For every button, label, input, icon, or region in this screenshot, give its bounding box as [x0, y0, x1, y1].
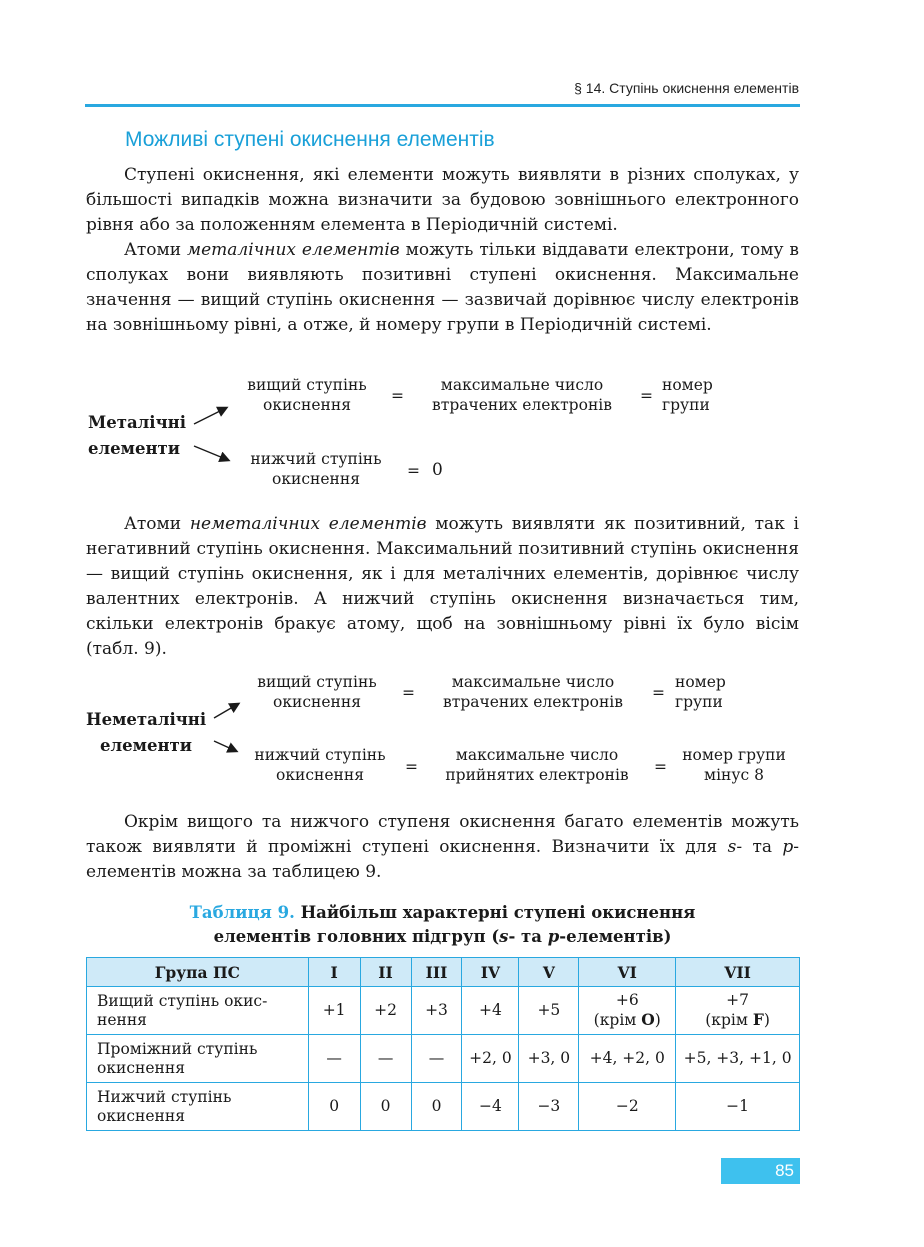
nonmetal-group-minus-l1: номер групи — [682, 746, 786, 764]
table-cell: +1 — [308, 987, 360, 1035]
table-cell: +5 — [519, 987, 579, 1035]
note-element: O — [641, 1010, 655, 1029]
table-cell: — — [308, 1035, 360, 1083]
nonmetal-max-gained-l1: максимальне число — [455, 746, 619, 764]
table-cell: −2 — [579, 1083, 676, 1131]
metal-max-l2: втрачених електронів — [432, 396, 612, 414]
table-cell — [579, 987, 676, 1035]
metal-eq-1: = — [391, 387, 404, 405]
paragraph-2-text-b: можуть тільки віддавати електрони, тому в сполуках вони виявляють позитивні ступені окиснення. Максимальне значення — вищий ступінь окиснення — зазвичай дорівнює числу електронів на зовнішньому рівні, а отже, й номеру групи в Періодичній системі. — [86, 240, 799, 335]
table-cell: — — [411, 1035, 462, 1083]
table-caption-text2: елементів головних підгруп ( — [213, 927, 500, 946]
metal-lower-l1: нижчий ступінь — [250, 450, 382, 468]
oxidation-states-table — [86, 957, 800, 1131]
nonmetal-max-lost-l1: максимальне число — [451, 673, 615, 691]
metal-eq-2: = — [640, 387, 653, 405]
metal-group-l1: номер — [662, 376, 713, 394]
cell-note — [680, 1010, 795, 1030]
metal-label-line1: Металічні — [88, 413, 187, 432]
metal-group-l2: групи — [662, 396, 710, 414]
table-caption-text3: - та — [508, 927, 548, 946]
table-cell: 0 — [308, 1083, 360, 1131]
table-cell: 0 — [411, 1083, 462, 1131]
table-header-row — [87, 958, 800, 987]
table-caption-text4: -елементів) — [559, 927, 672, 946]
table-caption-line2 — [86, 925, 799, 949]
metal-label — [88, 410, 186, 462]
cell-note — [583, 1010, 671, 1030]
nonmetal-group-minus-8-term — [674, 745, 794, 785]
table-cell: +3, 0 — [519, 1035, 579, 1083]
nonmetal-elements-term: неметалічних елементів — [189, 514, 427, 534]
nonmetal-group-minus-l2: мінус 8 — [704, 766, 764, 784]
table-caption-s: s — [499, 927, 509, 946]
table-cell: −1 — [676, 1083, 800, 1131]
table-caption — [86, 901, 799, 949]
paragraph-4-text-a: Окрім вищого та нижчого ступеня окиснення багато елементів можуть також виявляти й проміжні ступені окиснення. Визначити їх для — [86, 812, 799, 857]
table-cell: −3 — [519, 1083, 579, 1131]
nonmetal-group-l1: номер — [675, 673, 726, 691]
paragraph-4-s: s — [727, 837, 737, 857]
metal-arrows — [190, 400, 240, 470]
nonmetal-eq-4: = — [654, 758, 667, 776]
page-number: 85 — [721, 1158, 800, 1184]
paragraph-2 — [86, 238, 799, 338]
running-header: § 14. Ступінь окиснення елементів — [574, 80, 799, 96]
paragraph-3 — [86, 512, 799, 662]
nonmetal-label — [86, 707, 206, 759]
nonmetal-eq-1: = — [402, 684, 415, 702]
metal-max-l1: максимальне число — [440, 376, 604, 394]
table-row-intermediate — [87, 1035, 800, 1083]
table-cell: 0 — [360, 1083, 411, 1131]
table-cell: −4 — [462, 1083, 519, 1131]
note-text: (крім — [705, 1011, 753, 1029]
table-label: Таблиця 9. — [189, 903, 295, 922]
header-cell: VI — [579, 958, 676, 987]
nonmetal-max-gained-term — [426, 745, 648, 785]
header-cell: II — [360, 958, 411, 987]
nonmetal-higher-l1: вищий ступінь — [257, 673, 377, 691]
metal-max-lost-term — [414, 375, 630, 415]
nonmetal-eq-3: = — [405, 758, 418, 776]
table-caption-p: p — [547, 927, 560, 946]
nonmetal-label-line2: елементи — [100, 736, 192, 755]
paragraph-2-text-a: Атоми — [124, 240, 188, 260]
table-cell: +5, +3, +1, 0 — [676, 1035, 800, 1083]
row-label: Вищий ступінь окис-нення — [87, 987, 309, 1035]
metal-lower-term — [233, 449, 399, 489]
metal-eq-3: = — [407, 462, 420, 480]
table-cell: +4 — [462, 987, 519, 1035]
paragraph-4-text-c: -елементів можна за таблицею 9. — [86, 837, 800, 882]
nonmetal-arrows — [200, 698, 250, 758]
nonmetal-label-line1: Неметалічні — [86, 710, 207, 729]
metal-lower-l2: окиснення — [272, 470, 360, 488]
table-cell: +3 — [411, 987, 462, 1035]
metal-higher-term — [227, 375, 387, 415]
nonmetal-lower-term — [237, 745, 403, 785]
table-cell: — — [360, 1035, 411, 1083]
metal-higher-l2: окиснення — [263, 396, 351, 414]
cell-value: +6 — [615, 991, 639, 1009]
table-row-lower — [87, 1083, 800, 1131]
header-cell: Група ПС — [87, 958, 309, 987]
paragraph-3-text-a: Атоми — [124, 514, 190, 534]
nonmetal-lower-l1: нижчий ступінь — [254, 746, 386, 764]
nonmetal-group-l2: групи — [675, 693, 723, 711]
table-cell: +4, +2, 0 — [579, 1035, 676, 1083]
table-cell: +2, 0 — [462, 1035, 519, 1083]
table-caption-text1: Найбільш характерні ступені окиснення — [294, 903, 696, 922]
table-cell — [676, 987, 800, 1035]
metal-elements-term: металічних елементів — [187, 240, 400, 260]
paragraph-3-text-b: можуть виявляти як позитивний, так і негативний ступінь окиснення. Максимальний позитивний ступінь окиснення — вищий ступінь окиснення, як і для металічних елементів, дорівнює числу валентних електронів. А нижчий ступінь окиснення визначається тим, скільки електронів бракує атому, щоб на зовнішньому рівні їх було вісім (табл. 9). — [86, 514, 799, 659]
table-cell: +2 — [360, 987, 411, 1035]
paragraph-4 — [86, 810, 799, 885]
nonmetal-max-lost-term — [425, 672, 641, 712]
header-cell: V — [519, 958, 579, 987]
cell-value: +7 — [726, 991, 750, 1009]
note-text: ) — [763, 1011, 770, 1029]
nonmetal-max-lost-l2: втрачених електронів — [443, 693, 623, 711]
nonmetal-lower-l2: окиснення — [276, 766, 364, 784]
table-caption-line1 — [86, 901, 799, 925]
metal-group-term — [662, 375, 713, 415]
header-cell: IV — [462, 958, 519, 987]
section-title: Можливі ступені окиснення елементів — [125, 128, 495, 151]
table-row-higher — [87, 987, 800, 1035]
nonmetal-max-gained-l2: прийнятих електронів — [445, 766, 629, 784]
note-text: ) — [654, 1011, 661, 1029]
nonmetal-eq-2: = — [652, 684, 665, 702]
metal-higher-l1: вищий ступінь — [247, 376, 367, 394]
note-element: F — [752, 1010, 764, 1029]
note-text: (крім — [593, 1011, 642, 1029]
paragraph-4-text-b: - та — [736, 837, 783, 857]
metal-label-line2: елементи — [88, 439, 180, 458]
nonmetal-higher-l2: окиснення — [273, 693, 361, 711]
row-label: Нижчий ступінь окиснення — [87, 1083, 309, 1131]
header-cell: VII — [676, 958, 800, 987]
row-label: Проміжний ступінь окиснення — [87, 1035, 309, 1083]
paragraph-4-p: p — [782, 837, 794, 857]
metal-lower-value: 0 — [432, 460, 443, 480]
nonmetal-group-term — [675, 672, 726, 712]
header-cell: I — [308, 958, 360, 987]
paragraph-1 — [86, 163, 799, 238]
header-cell: III — [411, 958, 462, 987]
paragraph-1-text: Ступені окиснення, які елементи можуть виявляти в різних сполуках, у більшості випадків можна визначити за будовою зовнішнього електронного рівня або за положенням елемента в Періодичній системі. — [86, 165, 799, 235]
header-rule — [85, 104, 800, 107]
nonmetal-higher-term — [237, 672, 397, 712]
